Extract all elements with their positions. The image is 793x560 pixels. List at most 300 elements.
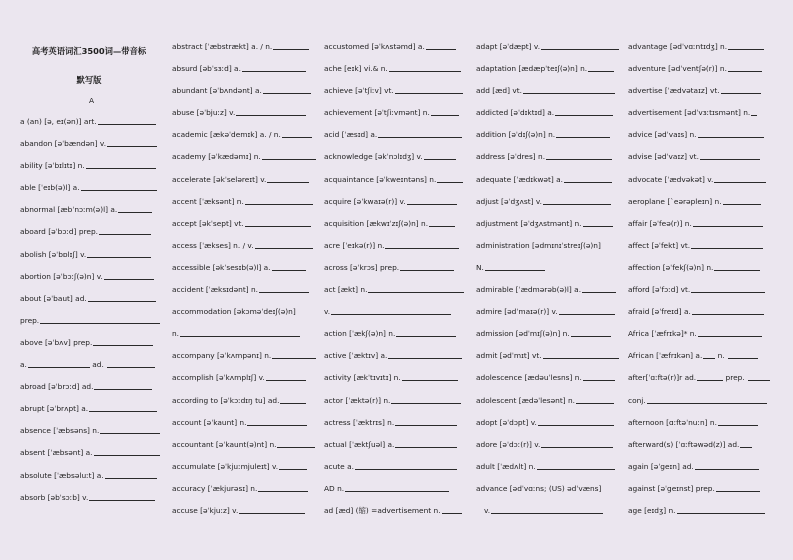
vocab-entry [476,367,619,389]
answer-blank[interactable] [716,482,760,492]
vocab-entry-text: against [əˈgeɪnst] prep. [628,483,715,493]
vocab-entry [628,191,770,213]
answer-blank[interactable] [698,327,762,337]
vocab-entry-text: adjustment [əˈdʒʌstmənt] n. [476,218,582,228]
answer-blank[interactable] [559,305,615,315]
answer-blank[interactable] [748,371,770,381]
answer-blank[interactable] [395,84,463,94]
vocab-entry [172,367,316,389]
vocab-entry [324,124,464,146]
answer-blank[interactable] [402,371,458,381]
vocab-entry [172,257,316,279]
answer-blank[interactable] [728,40,764,50]
vocab-entry [20,332,160,354]
vocab-entry [172,235,316,257]
vocab-entry-text: again [əˈgeɪn] ad. [628,461,694,471]
vocab-entry-text: abolish [əˈbɒlɪʃ] v. [20,249,87,259]
answer-blank[interactable] [556,128,610,138]
vocab-entry-text: N. [476,262,484,272]
vocab-entry-text: adopt [əˈdɔpt] v. [476,417,537,427]
answer-blank[interactable] [180,327,300,337]
answer-blank[interactable] [395,416,457,426]
vocab-entry [20,288,160,310]
answer-blank[interactable] [576,394,614,404]
vocab-entry-text: academic [ækəˈdemɪk] a. / n. [172,130,281,140]
vocab-entry [172,478,316,500]
vocab-entry-text: advance [ədˈvɑːns; (US) ədˈvæns] [476,483,602,493]
vocab-entry-text: accelerate [əkˈseləreɪt] v. [172,174,267,184]
vocab-entry-text: affair [əˈfeə(r)] n. [628,218,692,228]
vocab-entry [172,58,316,80]
vocab-entry [172,191,316,213]
answer-blank[interactable] [98,115,156,125]
vocab-entry-text: administration [ədmɪnɪˈstreɪʃ(ə)n] [476,240,601,250]
vocab-entry-text: n. [172,329,180,339]
vocab-entry [20,177,160,199]
vocab-entry [20,376,160,398]
vocab-entry [172,434,316,456]
vocab-entry-text: addition [əˈdɪʃ(ə)n] n. [476,130,556,140]
vocab-entry-text: v. [484,505,491,515]
vocab-entry [476,191,619,213]
vocab-entry [628,500,770,522]
vocab-entry [476,456,619,478]
answer-blank[interactable] [692,305,764,315]
answer-blank[interactable] [280,394,306,404]
vocab-entry [20,266,160,288]
answer-blank[interactable] [93,336,153,346]
vocab-entry [476,345,619,367]
vocab-entry [324,500,464,522]
answer-blank[interactable] [118,203,152,213]
vocab-entry [324,191,464,213]
vocab-entry [20,199,160,221]
answer-blank[interactable] [442,504,462,514]
vocab-entry [628,36,770,58]
answer-blank[interactable] [255,239,313,249]
answer-blank[interactable] [279,460,307,470]
answer-blank[interactable] [588,62,614,72]
answer-blank[interactable] [100,424,160,434]
answer-blank[interactable] [86,159,156,169]
answer-blank[interactable] [695,460,759,470]
answer-blank[interactable] [555,106,613,116]
answer-blank[interactable] [266,371,306,381]
vocab-entry-text: across [əˈkrɔs] prep. [324,262,400,272]
answer-blank[interactable] [424,150,456,160]
vocab-entry-text: achieve [əˈtʃiːv] vt. [324,86,394,96]
vocab-entry-text: v. [324,307,331,317]
answer-blank[interactable] [728,349,758,359]
vocab-entry [172,146,316,168]
vocab-entry-text: accomplish [əˈkʌmplɪʃ] v. [172,373,265,383]
answer-blank[interactable] [485,261,545,271]
vocab-entry [476,80,619,102]
vocab-entry [324,345,464,367]
answer-blank[interactable] [258,482,308,492]
vocab-entry-text: adaptation [ædæpˈteɪʃ(ə)n] n. [476,64,588,74]
vocab-entry [628,323,770,345]
vocab-entry-text: admission [ədˈmɪʃ(ə)n] n. [476,329,570,339]
vocab-entry-text: advertise [ˈædvətaɪz] vt. [628,86,720,96]
vocab-entry [628,478,770,500]
vocab-entry [324,434,464,456]
answer-blank[interactable] [582,283,616,293]
vocab-entry-text: acid [ˈæsɪd] a. [324,130,378,140]
vocab-entry-text: absence [ˈæbsəns] n. [20,426,100,436]
vocab-entry [628,434,770,456]
answer-blank[interactable] [491,504,603,514]
vocab-entry [476,323,619,345]
answer-blank[interactable] [703,349,715,359]
vocab-entry-text: age [eɪdʒ] n. [628,505,676,515]
answer-blank[interactable] [647,394,767,404]
vocab-entry-text: advantage [ədˈvɑːntɪdʒ] n. [628,42,728,51]
vocab-entry [324,235,464,257]
vocab-entry [324,80,464,102]
answer-blank[interactable] [407,195,457,205]
vocab-entry-text: above [əˈbʌv] prep. [20,337,93,347]
answer-blank[interactable] [691,239,763,249]
vocab-entry [628,213,770,235]
vocab-entry [20,354,160,376]
vocab-entry-text: absent [ˈæbsənt] a. [20,448,93,458]
answer-blank[interactable] [693,217,763,227]
vocab-entry [172,36,316,58]
answer-blank[interactable] [87,248,151,258]
answer-blank[interactable] [698,128,764,138]
vocab-entry-text: actor [ˈæktə(r)] n. [324,395,391,405]
vocab-entry-text: admirable [ˈædmərəb(ə)l] a. [476,285,582,295]
answer-blank[interactable] [583,217,613,227]
answer-blank[interactable] [714,173,766,183]
vocab-entry-text: accommodation [əkɔməˈdeɪʃ(ə)n] [172,307,296,317]
vocab-entry-text: accountant [əˈkaunt(ə)nt] n. [172,439,277,449]
vocab-entry-text: affection [əˈfekʃ(ə)n] n. [628,262,714,272]
answer-blank[interactable] [40,314,160,324]
vocab-entry [324,279,464,301]
vocab-entry-text: adequate [ˈædɪkwət] a. [476,174,563,184]
vocab-entry-text: accustomed [əˈkʌstəmd] a. [324,42,425,51]
answer-blank[interactable] [721,84,761,94]
vocab-entry-text: accumulate [əˈkjuːmjuleɪt] v. [172,461,279,471]
vocab-entry [476,213,619,235]
answer-blank[interactable] [740,438,752,448]
vocab-entry-text: acknowledge [əkˈnɔlɪdʒ] v. [324,152,423,162]
answer-blank[interactable] [431,106,459,116]
answer-blank[interactable] [426,40,456,50]
answer-blank[interactable] [273,40,309,50]
vocab-entry-text: absolute [ˈæbsəluːt] a. [20,470,104,480]
vocab-entry [324,257,464,279]
vocab-entry-text: ad [æd] (缩) =advertisement n. [324,505,441,515]
vocab-entry [628,301,770,323]
vocab-entry [324,478,464,500]
vocab-entry [476,36,619,58]
vocab-entry [476,124,619,146]
vocab-entry [628,80,770,102]
vocab-entry [628,124,770,146]
vocab-entry [20,310,160,332]
vocab-entry-text: after[ˈɑːftə(r)]r ad. [628,373,697,383]
vocab-entry [324,390,464,412]
answer-blank[interactable] [718,416,758,426]
answer-blank[interactable] [262,150,316,160]
vocab-column-1 [20,111,160,509]
vocab-entry [172,124,316,146]
vocab-entry [628,169,770,191]
vocab-entry-text: a. [20,360,27,370]
answer-blank[interactable] [396,327,456,337]
answer-blank[interactable] [385,239,459,249]
answer-blank[interactable] [564,173,612,183]
vocab-entry-text: absurd [əbˈsɜːd] a. [172,64,241,74]
answer-blank[interactable] [331,305,451,315]
vocab-entry [172,412,316,434]
vocab-entry [172,213,316,235]
vocab-entry-text: abnormal [æbˈnɔːm(ə)l] a. [20,205,118,215]
vocab-entry [20,221,160,243]
vocab-entry [324,169,464,191]
vocab-entry-text: abstract [ˈæbstrækt] a. / n. [172,42,273,51]
vocab-entry [476,102,619,124]
answer-blank[interactable] [88,292,156,302]
vocab-entry [628,257,770,279]
vocab-entry-text: advertisement [ədˈvɜːtɪsmənt] n. [628,108,751,118]
answer-blank[interactable] [400,261,454,271]
vocab-entry-text: adapt [əˈdæpt] v. [476,42,541,51]
answer-blank[interactable] [700,150,760,160]
vocab-entry-text: ability [əˈbɪlɪtɪ] n. [20,161,85,171]
vocab-entry-text: accent [ˈæksənt] n. [172,196,244,206]
vocab-entry [476,390,619,412]
answer-blank[interactable] [378,128,462,138]
answer-blank[interactable] [388,349,462,359]
answer-blank[interactable] [395,438,457,448]
answer-blank[interactable] [728,62,762,72]
vocab-entry-text: afford [əˈfɔːd] vt. [628,285,691,295]
answer-blank[interactable] [714,261,760,271]
answer-blank[interactable] [107,358,155,368]
vocab-entry-text: Africa [ˈæfrɪkə]* n. [628,329,697,339]
answer-blank[interactable] [105,469,157,479]
vocab-entry-text: admit [ədˈmɪt] vt. [476,351,542,361]
vocab-entry [628,58,770,80]
vocab-entry-text: act [ækt] n. [324,285,368,295]
answer-blank[interactable] [245,217,311,227]
vocab-entry-text: adolescence [ædəuˈlesns] n. [476,373,582,383]
answer-blank[interactable] [677,504,765,514]
vocab-entry [324,102,464,124]
answer-blank[interactable] [263,84,311,94]
vocab-entry-text: African [ˈæfrɪkən] a. [628,351,703,361]
vocab-entry-text: accept [əkˈsept] vt. [172,218,244,228]
answer-blank[interactable] [28,358,90,368]
vocab-entry [324,58,464,80]
answer-blank[interactable] [691,283,765,293]
vocab-entry-pos: n. [715,351,728,361]
vocab-entry [20,442,160,464]
vocab-entry-text: about [əˈbaut] ad. [20,293,87,303]
vocab-entry-text: acute a. [324,461,354,471]
answer-blank[interactable] [751,106,757,116]
vocab-entry [324,456,464,478]
answer-blank[interactable] [541,40,619,50]
vocab-entry [476,58,619,80]
vocab-entry-text: abortion [əˈbɔːʃ(ə)n] v. [20,271,103,281]
vocab-entry-text: accessible [əkˈsesɪb(ə)l] a. [172,262,271,272]
answer-blank[interactable] [541,438,613,448]
answer-blank[interactable] [99,225,151,235]
answer-blank[interactable] [282,128,312,138]
answer-blank[interactable] [538,416,614,426]
vocab-entry-text: adult [ˈædʌlt] n. [476,461,536,471]
answer-blank[interactable] [247,416,307,426]
vocab-entry-text: afternoon [ɑːftəˈnuːn] n. [628,417,717,427]
answer-blank[interactable] [104,270,154,280]
vocab-entry-text: abundant [əˈbʌndənt] a. [172,86,262,96]
vocab-entry [20,111,160,133]
answer-blank[interactable] [546,150,612,160]
vocab-entry-text: accompany [əˈkʌmpənɪ] n. [172,351,272,361]
answer-blank[interactable] [259,283,309,293]
vocab-entry [172,456,316,478]
vocab-entry [20,133,160,155]
answer-blank[interactable] [236,106,306,116]
page-subtitle: 默写版 [76,75,102,85]
vocab-entry [172,301,316,323]
vocab-entry [324,301,464,323]
answer-blank[interactable] [429,217,455,227]
answer-blank[interactable] [389,62,461,72]
vocab-entry-text: abroad [əˈbrɔːd] ad. [20,382,94,392]
vocab-entry-text: adjust [əˈdʒʌst] v. [476,196,542,206]
vocab-entry-text: able [ˈeɪb(ə)l] a. [20,183,80,193]
answer-blank[interactable] [245,195,313,205]
vocab-entry [324,367,464,389]
vocab-entry-text: aboard [əˈbɔːd] prep. [20,227,99,237]
vocab-entry-text: afraid [əˈfreɪd] a. [628,307,691,317]
vocab-entry-text: accuracy [ˈækjurəsɪ] n. [172,483,258,493]
answer-blank[interactable] [571,327,611,337]
vocab-column-5 [628,36,770,522]
vocab-entry-text: adventure [ədˈventʃə(r)] n. [628,64,727,74]
answer-blank[interactable] [94,380,152,390]
vocab-entry-text: abuse [əˈbjuːz] v. [172,108,236,118]
vocab-entry-text: accident [ˈæksɪdənt] n. [172,285,259,295]
vocab-entry-text: aeroplane [ˋeərəpleɪn] n. [628,196,722,206]
answer-blank[interactable] [537,460,615,470]
vocab-entry [172,323,316,345]
vocab-column-3 [324,36,464,522]
vocab-entry-text: ache [eɪk] vi.& n. [324,64,388,74]
answer-blank[interactable] [355,460,457,470]
answer-blank[interactable] [697,371,723,381]
answer-blank[interactable] [267,173,309,183]
vocab-entry-text: achievement [əˈtʃiːvmənt] n. [324,108,430,118]
answer-blank[interactable] [543,349,619,359]
vocab-entry [476,301,619,323]
answer-blank[interactable] [94,446,160,456]
answer-blank[interactable] [368,283,464,293]
answer-blank[interactable] [583,371,615,381]
vocab-entry [628,102,770,124]
vocab-entry-text: afterward(s) [ˈɑːftəwəd(z)] ad. [628,439,740,449]
answer-blank[interactable] [523,84,615,94]
vocab-entry [172,345,316,367]
vocab-entry-text: adolescent [ædəˈlesənt] n. [476,395,575,405]
vocab-entry [172,80,316,102]
vocab-entry [628,390,770,412]
vocab-entry [476,279,619,301]
vocab-entry-text: advocate [ˈædvəkət] v. [628,174,714,184]
vocab-entry [476,434,619,456]
vocab-entry [172,102,316,124]
answer-blank[interactable] [345,482,449,492]
answer-blank[interactable] [272,261,306,271]
vocab-entry-text: admire [ədˈmaɪə(r)] v. [476,307,558,317]
vocab-entry-text: absorb [əbˈsɔːb] v. [20,492,89,502]
vocab-entry-pos: ad. [89,360,107,370]
vocab-entry [628,367,770,389]
answer-blank[interactable] [89,491,155,501]
vocab-entry-text: conj. [628,395,646,405]
answer-blank[interactable] [242,62,306,72]
vocab-entry [20,155,160,177]
answer-blank[interactable] [81,181,157,191]
answer-blank[interactable] [543,195,611,205]
vocab-entry [628,146,770,168]
vocab-entry-text: academy [əˈkædəmɪ] n. [172,152,261,162]
answer-blank[interactable] [272,349,316,359]
vocab-entry-text: acre [ˈeɪkə(r)] n. [324,240,385,250]
vocab-entry-text: advice [ədˈvaɪs] n. [628,130,697,140]
vocab-entry [476,412,619,434]
answer-blank[interactable] [437,173,463,183]
vocab-entry-text: acquaintance [əˈkweɪntəns] n. [324,174,437,184]
vocab-entry-pos: prep. [723,373,748,383]
vocab-entry-text: action [ˈækʃ(ə)n] n. [324,329,396,339]
vocab-entry [324,323,464,345]
answer-blank[interactable] [391,394,461,404]
vocab-entry [172,279,316,301]
vocab-entry [324,412,464,434]
answer-blank[interactable] [89,402,157,412]
vocab-entry [20,244,160,266]
vocab-entry-text: affect [əˈfekt] vt. [628,240,691,250]
vocab-entry [172,169,316,191]
vocab-column-2 [172,36,316,522]
vocab-entry [476,257,619,279]
vocab-entry-text: active [ˈæktɪv] a. [324,351,388,361]
vocab-entry-text: abandon [əˈbændən] v. [20,139,107,149]
vocab-entry-text: according to [əˈkɔːdɪŋ tu] ad. [172,395,280,405]
answer-blank[interactable] [277,438,315,448]
vocab-entry [324,146,464,168]
answer-blank[interactable] [723,195,761,205]
vocab-entry [628,412,770,434]
vocab-entry-text: addicted [əˈdɪktɪd] a. [476,108,555,118]
vocab-entry-text: accuse [əˈkjuːz] v. [172,505,239,515]
vocab-entry [324,213,464,235]
vocab-entry [20,465,160,487]
answer-blank[interactable] [239,504,305,514]
vocab-entry-text: a (an) [ə, eɪ(ən)] art. [20,117,97,126]
vocab-entry [628,235,770,257]
vocab-entry [628,345,770,367]
answer-blank[interactable] [107,137,157,147]
vocab-entry-text: acquisition [ækwɪˈzɪʃ(ə)n] n. [324,218,429,228]
